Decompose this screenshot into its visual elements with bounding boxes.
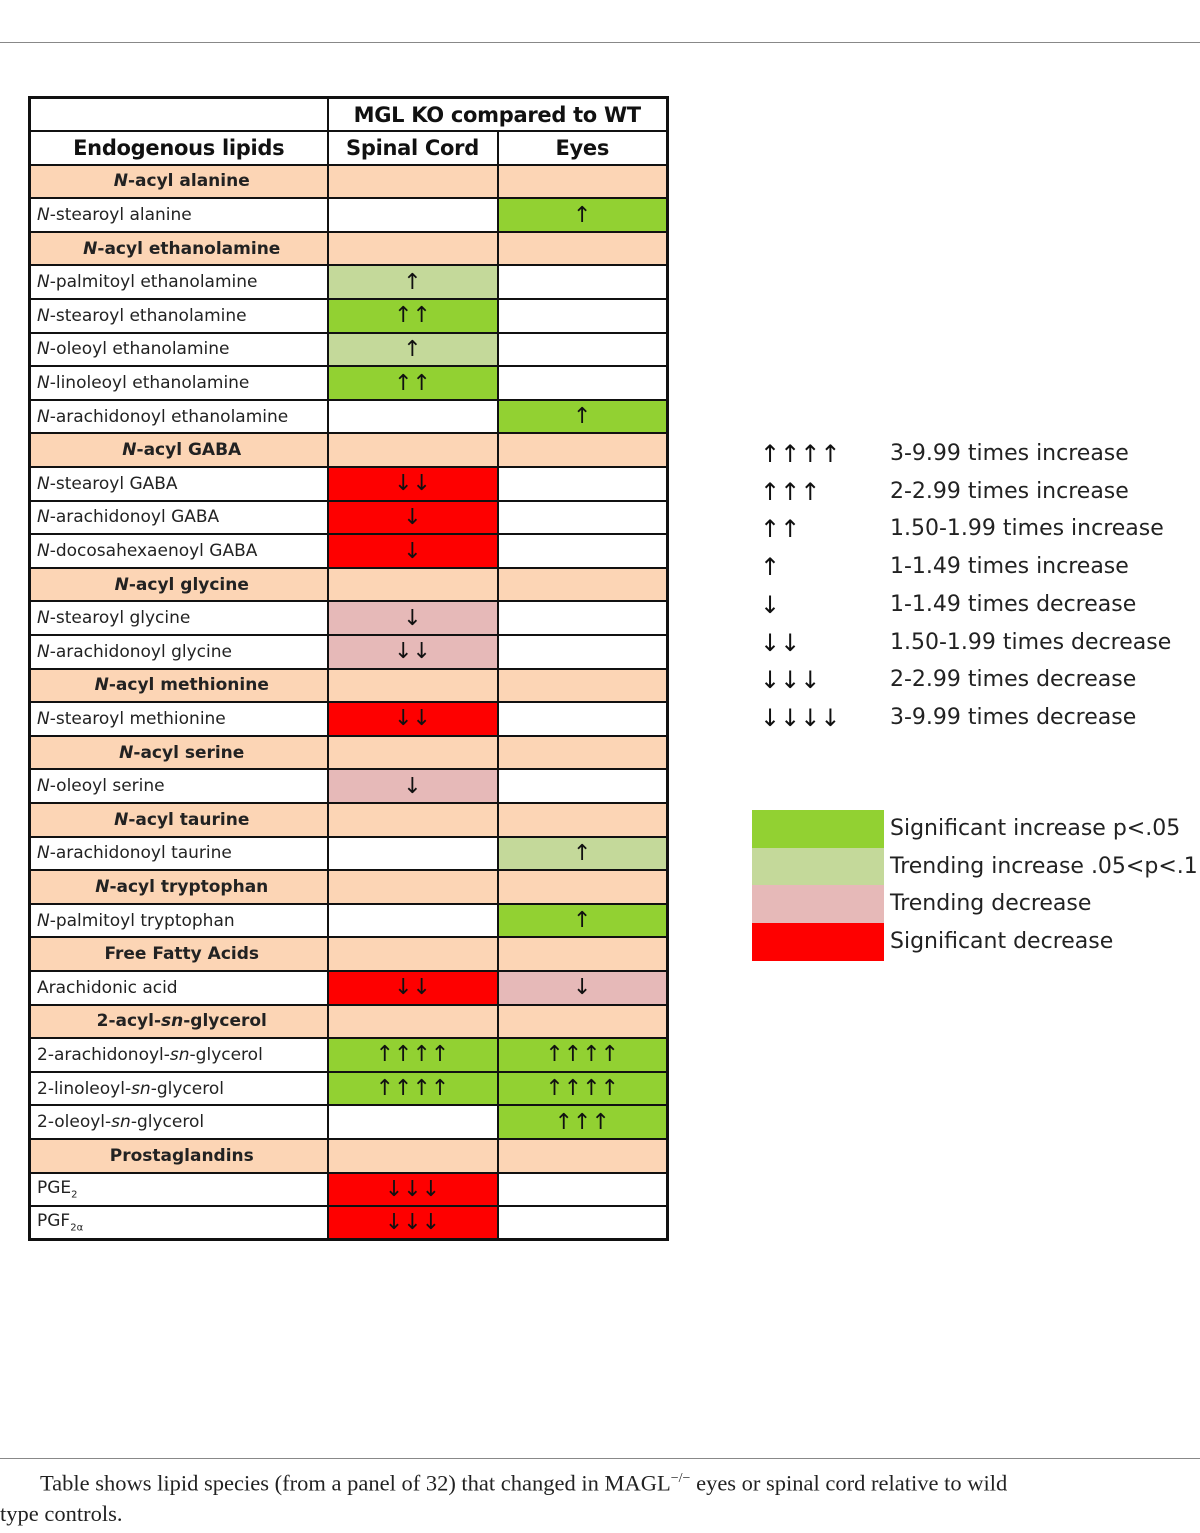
group-label: N-acyl GABA bbox=[30, 433, 328, 467]
spinal-cord-value bbox=[328, 400, 498, 434]
group-row bbox=[30, 669, 668, 703]
spinal-cord-value: ↑↑↑↑ bbox=[328, 1072, 498, 1106]
color-swatch bbox=[752, 923, 884, 961]
group-label: N-acyl taurine bbox=[30, 803, 328, 837]
eyes-value: ↑↑↑↑ bbox=[498, 1038, 668, 1072]
table-row bbox=[30, 1105, 668, 1139]
spinal-cord-value bbox=[328, 198, 498, 232]
eyes-value bbox=[498, 1206, 668, 1240]
color-swatch bbox=[752, 885, 884, 923]
group-row bbox=[30, 1139, 668, 1173]
table-row bbox=[30, 601, 668, 635]
group-eyes-cell bbox=[498, 870, 668, 904]
spinal-cord-value: ↓ bbox=[328, 769, 498, 803]
group-row bbox=[30, 568, 668, 602]
table-row bbox=[30, 904, 668, 938]
lipid-name: N-stearoyl methionine bbox=[30, 702, 328, 736]
table-row bbox=[30, 265, 668, 299]
table-row bbox=[30, 1072, 668, 1106]
group-label: 2-acyl-sn-glycerol bbox=[30, 1005, 328, 1039]
spinal-cord-value: ↑ bbox=[328, 333, 498, 367]
spinal-cord-value: ↓ bbox=[328, 534, 498, 568]
color-swatch bbox=[752, 848, 884, 886]
group-eyes-cell bbox=[498, 568, 668, 602]
header-eyes: Eyes bbox=[498, 131, 668, 165]
group-row bbox=[30, 232, 668, 266]
caption-part-2: eyes or spinal cord relative to wild bbox=[690, 1470, 1008, 1496]
group-label: Prostaglandins bbox=[30, 1139, 328, 1173]
group-row bbox=[30, 803, 668, 837]
legend-arrows: ↑↑↑ bbox=[760, 477, 821, 506]
lipid-name: N-arachidonoyl glycine bbox=[30, 635, 328, 669]
bottom-rule bbox=[0, 1458, 1200, 1459]
legend-text: 1-1.49 times increase bbox=[890, 554, 1129, 580]
spinal-cord-value: ↓↓ bbox=[328, 702, 498, 736]
table-row bbox=[30, 837, 668, 871]
group-eyes-cell bbox=[498, 803, 668, 837]
eyes-value: ↑↑↑ bbox=[498, 1105, 668, 1139]
color-swatch bbox=[752, 810, 884, 848]
group-eyes-cell bbox=[498, 937, 668, 971]
top-rule bbox=[0, 42, 1200, 43]
spinal-cord-value: ↓↓↓ bbox=[328, 1206, 498, 1240]
group-eyes-cell bbox=[498, 736, 668, 770]
lipid-name: N-oleoyl serine bbox=[30, 769, 328, 803]
group-label: N-acyl ethanolamine bbox=[30, 232, 328, 266]
group-spinal-cell bbox=[328, 165, 498, 199]
group-eyes-cell bbox=[498, 669, 668, 703]
caption-superscript: −/− bbox=[670, 1471, 691, 1486]
group-row bbox=[30, 736, 668, 770]
group-spinal-cell bbox=[328, 1139, 498, 1173]
group-label: N-acyl methionine bbox=[30, 669, 328, 703]
spinal-cord-value: ↓↓ bbox=[328, 635, 498, 669]
group-row bbox=[30, 937, 668, 971]
table-body bbox=[30, 165, 668, 1240]
legend-arrows: ↑ bbox=[760, 553, 781, 582]
eyes-value bbox=[498, 299, 668, 333]
header-endogenous-lipids: Endogenous lipids bbox=[30, 131, 328, 165]
caption-part-1: Table shows lipid species (from a panel of 32) that changed in MAGL bbox=[40, 1470, 671, 1496]
table-row bbox=[30, 467, 668, 501]
lipid-name: 2-arachidonoyl-sn-glycerol bbox=[30, 1038, 328, 1072]
color-key-text: Trending increase .05<p<.1 bbox=[890, 853, 1198, 879]
table-row bbox=[30, 299, 668, 333]
color-key-text: Significant increase p<.05 bbox=[890, 816, 1181, 841]
lipid-name: N-stearoyl ethanolamine bbox=[30, 299, 328, 333]
table-row bbox=[30, 534, 668, 568]
spinal-cord-value: ↓ bbox=[328, 501, 498, 535]
lipid-name: N-linoleoyl ethanolamine bbox=[30, 366, 328, 400]
spinal-cord-value bbox=[328, 837, 498, 871]
group-spinal-cell bbox=[328, 1005, 498, 1039]
lipid-name: N-palmitoyl tryptophan bbox=[30, 904, 328, 938]
legend-text: 1.50-1.99 times decrease bbox=[890, 629, 1172, 655]
eyes-value bbox=[498, 501, 668, 535]
group-spinal-cell bbox=[328, 736, 498, 770]
spinal-cord-value: ↓↓ bbox=[328, 467, 498, 501]
eyes-value bbox=[498, 467, 668, 501]
legend-text: 2-2.99 times increase bbox=[890, 478, 1129, 504]
header-row-2 bbox=[30, 131, 668, 165]
lipid-name: N-stearoyl alanine bbox=[30, 198, 328, 232]
group-label: N-acyl tryptophan bbox=[30, 870, 328, 904]
lipid-name: 2-oleoyl-sn-glycerol bbox=[30, 1105, 328, 1139]
eyes-value bbox=[498, 534, 668, 568]
group-label: N-acyl glycine bbox=[30, 568, 328, 602]
legend-text: 3-9.99 times increase bbox=[890, 441, 1129, 466]
group-eyes-cell bbox=[498, 433, 668, 467]
group-eyes-cell bbox=[498, 1139, 668, 1173]
eyes-value bbox=[498, 265, 668, 299]
group-row bbox=[30, 165, 668, 199]
legend-text: 1-1.49 times decrease bbox=[890, 591, 1137, 617]
lipid-name: $PGE_2$ bbox=[30, 1173, 328, 1207]
table-row bbox=[30, 198, 668, 232]
spinal-cord-value bbox=[328, 1105, 498, 1139]
lipid-name: N-palmitoyl ethanolamine bbox=[30, 265, 328, 299]
eyes-value bbox=[498, 702, 668, 736]
group-label: Free Fatty Acids bbox=[30, 937, 328, 971]
eyes-value bbox=[498, 1173, 668, 1207]
lipid-name: N-oleoyl ethanolamine bbox=[30, 333, 328, 367]
spinal-cord-value: ↑↑ bbox=[328, 366, 498, 400]
group-label: N-acyl serine bbox=[30, 736, 328, 770]
color-key-text: Trending decrease bbox=[890, 891, 1092, 917]
group-spinal-cell bbox=[328, 937, 498, 971]
group-eyes-cell bbox=[498, 1005, 668, 1039]
spinal-cord-value: ↑↑↑↑ bbox=[328, 1038, 498, 1072]
header-blank bbox=[30, 98, 328, 132]
table-row bbox=[30, 1038, 668, 1072]
eyes-value bbox=[498, 333, 668, 367]
legend-text: 2-2.99 times decrease bbox=[890, 667, 1137, 693]
eyes-value: ↑↑↑↑ bbox=[498, 1072, 668, 1106]
legend-text: 3-9.99 times decrease bbox=[890, 704, 1137, 730]
eyes-value bbox=[498, 601, 668, 635]
eyes-value: ↑ bbox=[498, 904, 668, 938]
legend-text: 1.50-1.99 times increase bbox=[890, 516, 1164, 542]
table-row bbox=[30, 366, 668, 400]
legend-arrows: ↓↓↓ bbox=[760, 666, 821, 695]
table-row bbox=[30, 971, 668, 1005]
eyes-value bbox=[498, 635, 668, 669]
eyes-value bbox=[498, 769, 668, 803]
legend-arrows: ↓↓↓↓ bbox=[760, 703, 841, 732]
group-spinal-cell bbox=[328, 433, 498, 467]
caption-line-1 bbox=[0, 1464, 1200, 1499]
group-row bbox=[30, 1005, 668, 1039]
table-row bbox=[30, 769, 668, 803]
spinal-cord-value bbox=[328, 904, 498, 938]
table-row bbox=[30, 1206, 668, 1240]
group-spinal-cell bbox=[328, 870, 498, 904]
table-row bbox=[30, 400, 668, 434]
lipid-name: 2-linoleoyl-sn-glycerol bbox=[30, 1072, 328, 1106]
eyes-value: ↓ bbox=[498, 971, 668, 1005]
legend-arrows: ↑↑↑↑ bbox=[760, 440, 841, 468]
spinal-cord-value: ↑↑ bbox=[328, 299, 498, 333]
group-label: N-acyl alanine bbox=[30, 165, 328, 199]
spinal-cord-value: ↓↓ bbox=[328, 971, 498, 1005]
group-spinal-cell bbox=[328, 803, 498, 837]
group-spinal-cell bbox=[328, 669, 498, 703]
table-row bbox=[30, 1173, 668, 1207]
spinal-cord-value: ↑ bbox=[328, 265, 498, 299]
legend-arrows: ↓ bbox=[760, 590, 781, 619]
legend-arrows: ↑↑ bbox=[760, 515, 801, 544]
eyes-value bbox=[498, 366, 668, 400]
color-key-text: Significant decrease bbox=[890, 929, 1114, 955]
group-spinal-cell bbox=[328, 568, 498, 602]
lipid-name: N-stearoyl GABA bbox=[30, 467, 328, 501]
spinal-cord-value: ↓↓↓ bbox=[328, 1173, 498, 1207]
group-spinal-cell bbox=[328, 232, 498, 266]
eyes-value: ↑ bbox=[498, 400, 668, 434]
table-row bbox=[30, 635, 668, 669]
legend-arrows: ↓↓ bbox=[760, 628, 801, 657]
lipid-name: N-docosahexaenoyl GABA bbox=[30, 534, 328, 568]
header-group: MGL KO compared to WT bbox=[328, 98, 668, 132]
lipid-name: $PGF_{2\alpha}$ bbox=[30, 1206, 328, 1240]
group-eyes-cell bbox=[498, 165, 668, 199]
lipid-name: N-stearoyl glycine bbox=[30, 601, 328, 635]
lipid-name: N-arachidonoyl taurine bbox=[30, 837, 328, 871]
lipid-table bbox=[28, 96, 669, 1241]
table-row bbox=[30, 333, 668, 367]
header-row-1 bbox=[30, 98, 668, 132]
table-row bbox=[30, 702, 668, 736]
lipid-name: Arachidonic acid bbox=[30, 971, 328, 1005]
spinal-cord-value: ↓ bbox=[328, 601, 498, 635]
lipid-name: N-arachidonoyl ethanolamine bbox=[30, 400, 328, 434]
eyes-value: ↑ bbox=[498, 837, 668, 871]
group-row bbox=[30, 870, 668, 904]
caption-line-2: type controls. bbox=[0, 1500, 123, 1526]
table-row bbox=[30, 501, 668, 535]
table-caption bbox=[0, 1464, 1200, 1529]
group-eyes-cell bbox=[498, 232, 668, 266]
header-spinal-cord: Spinal Cord bbox=[328, 131, 498, 165]
group-row bbox=[30, 433, 668, 467]
eyes-value: ↑ bbox=[498, 198, 668, 232]
lipid-name: N-arachidonoyl GABA bbox=[30, 501, 328, 535]
